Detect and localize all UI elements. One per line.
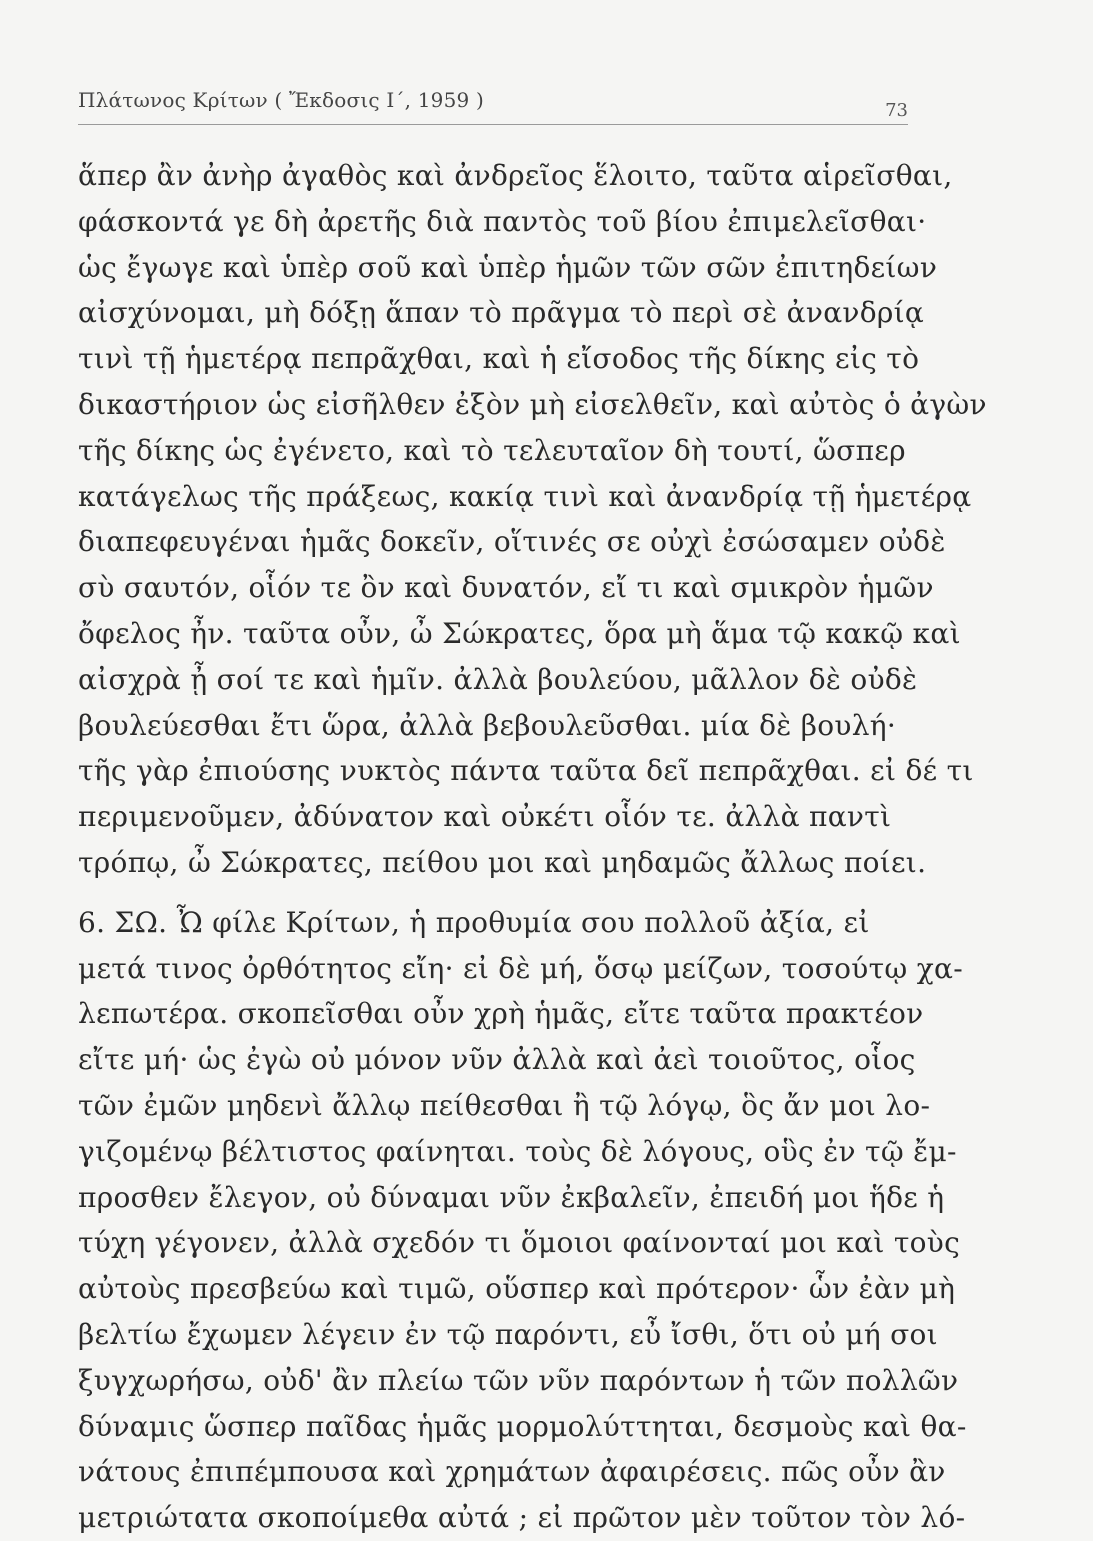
text-line: τρόπῳ, ὦ Σώκρατες, πείθου μοι καὶ μηδαμῶς ἄλλως ποίει. [78, 845, 927, 879]
running-title: Πλάτωνος Κρίτων ( Ἔκδοσις Ι΄, 1959 ) [78, 88, 485, 112]
text-line: διαπεφευγέναι ἡμᾶς δοκεῖν, οἵτινές σε οὐχὶ ἐσώσαμεν οὐδὲ [78, 525, 946, 559]
text-line: ξυγχωρήσω, οὐδ' ἂν πλείω τῶν νῦν παρόντων ἡ τῶν πολλῶν [78, 1363, 959, 1397]
text-line: σὺ σαυτόν, οἷόν τε ὂν καὶ δυνατόν, εἴ τι καὶ σμικρὸν ἡμῶν [78, 571, 934, 605]
section-start-line: 6. ΣΩ. Ὦ φίλε Κρίτων, ἡ προθυμία σου πολλοῦ ἀξία, εἰ [78, 905, 870, 939]
text-line: βουλεύεσθαι ἔτι ὥρα, ἀλλὰ βεβουλεῦσθαι. μία δὲ βουλή· [78, 708, 897, 742]
text-line: τῆς γὰρ ἐπιούσης νυκτὸς πάντα ταῦτα δεῖ πεπρᾶχθαι. εἰ δέ τι [78, 754, 974, 788]
text-line: βελτίω ἔχωμεν λέγειν ἐν τῷ παρόντι, εὖ ἴσθι, ὅτι οὐ μή σοι [78, 1317, 938, 1351]
text-line: αἰσχρὰ ᾖ σοί τε καὶ ἡμῖν. ἀλλὰ βουλεύου, μᾶλλον δὲ οὐδὲ [78, 662, 918, 696]
text-line: τῆς δίκης ὡς ἐγένετο, καὶ τὸ τελευταῖον δὴ τουτί, ὥσπερ [78, 433, 906, 467]
text-line: μετά τινος ὀρθότητος εἴη· εἰ δὲ μή, ὅσῳ μείζων, τοσούτῳ χα- [78, 951, 963, 985]
text-line: αὐτοὺς πρεσβεύω καὶ τιμῶ, οὕσπερ καὶ πρότερον· ὧν ἐὰν μὴ [78, 1272, 956, 1306]
text-line: τινὶ τῇ ἡμετέρᾳ πεπρᾶχθαι, καὶ ἡ εἴσοδος τῆς δίκης εἰς τὸ [78, 342, 920, 376]
text-line: μετριώτατα σκοποίμεθα αὐτά ; εἰ πρῶτον μὲν τοῦτον τὸν λό- [78, 1501, 966, 1535]
text-line: τύχη γέγονεν, ἀλλὰ σχεδόν τι ὅμοιοι φαίνονταί μοι καὶ τοὺς [78, 1226, 961, 1260]
page-number: 73 [885, 100, 908, 121]
text-line: κατάγελως τῆς πράξεως, κακίᾳ τινὶ καὶ ἀνανδρίᾳ τῇ ἡμετέρᾳ [78, 479, 972, 513]
text-line: ὄφελος ἦν. ταῦτα οὖν, ὦ Σώκρατες, ὅρα μὴ ἅμα τῷ κακῷ καὶ [78, 616, 961, 650]
text-line: ἅπερ ἂν ἀνὴρ ἀγαθὸς καὶ ἀνδρεῖος ἕλοιτο, ταῦτα αἱρεῖσθαι, [78, 159, 953, 192]
text-line: ὡς ἔγωγε καὶ ὑπὲρ σοῦ καὶ ὑπὲρ ἡμῶν τῶν σῶν ἐπιτηδείων [78, 250, 938, 284]
header-rule [78, 124, 908, 125]
text-line: γιζομένῳ βέλτιστος φαίνηται. τοὺς δὲ λόγους, οὓς ἐν τῷ ἔμ- [78, 1134, 957, 1168]
text-line: φάσκοντά γε δὴ ἀρετῆς διὰ παντὸς τοῦ βίου ἐπιμελεῖσθαι· [78, 204, 927, 238]
text-line: δικαστήριον ὡς εἰσῆλθεν ἐξὸν μὴ εἰσελθεῖν, καὶ αὐτὸς ὁ ἀγὼν [78, 387, 987, 421]
body-text [78, 153, 987, 1541]
text-line: προσθεν ἔλεγον, οὐ δύναμαι νῦν ἐκβαλεῖν, ἐπειδή μοι ἥδε ἡ [78, 1180, 945, 1214]
text-line: αἰσχύνομαι, μὴ δόξῃ ἅπαν τὸ πρᾶγμα τὸ περὶ σὲ ἀνανδρίᾳ [78, 296, 925, 330]
text-line: λεπωτέρα. σκοπεῖσθαι οὖν χρὴ ἡμᾶς, εἴτε ταῦτα πρακτέον [78, 997, 924, 1031]
text-line: εἴτε μή· ὡς ἐγὼ οὐ μόνον νῦν ἀλλὰ καὶ ἀεὶ τοιοῦτος, οἷος [78, 1043, 916, 1077]
text-line: δύναμις ὥσπερ παῖδας ἡμᾶς μορμολύττηται, δεσμοὺς καὶ θα- [78, 1409, 967, 1443]
page-header [78, 84, 908, 120]
text-line: τῶν ἐμῶν μηδενὶ ἄλλῳ πείθεσθαι ἢ τῷ λόγῳ, ὃς ἄν μοι λο- [78, 1088, 931, 1122]
text-line: περιμενοῦμεν, ἀδύνατον καὶ οὐκέτι οἷόν τε. ἀλλὰ παντὶ [78, 800, 892, 834]
text-line: νάτους ἐπιπέμπουσα καὶ χρημάτων ἀφαιρέσεις. πῶς οὖν ἂν [78, 1455, 946, 1489]
